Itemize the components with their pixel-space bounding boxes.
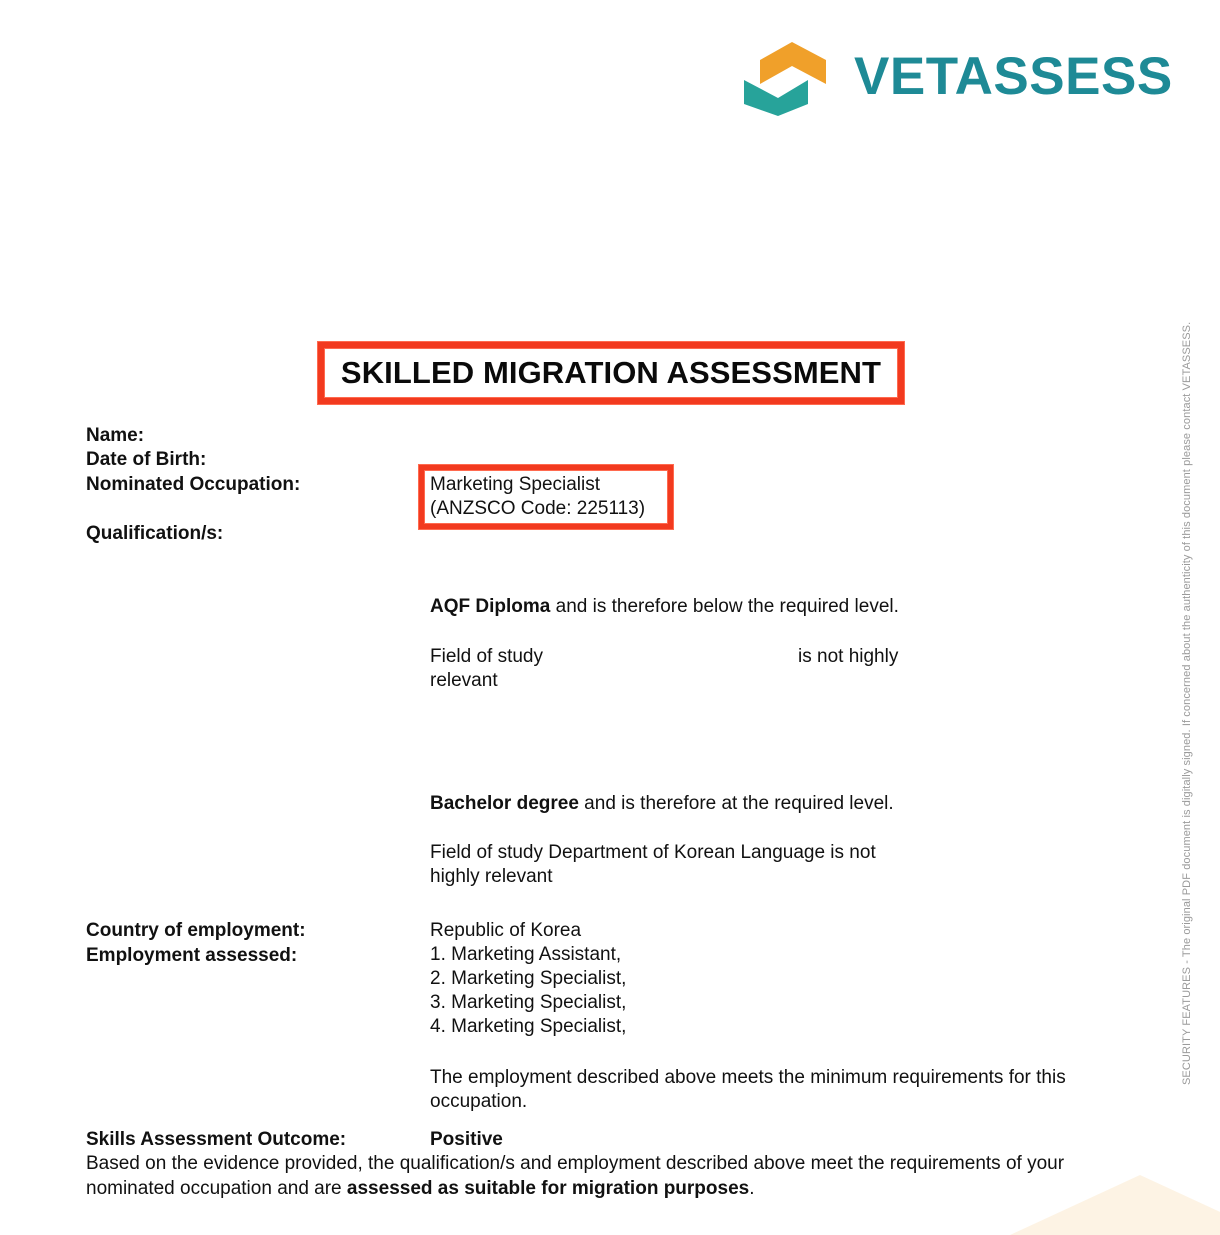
- qualification-1-field-prefix: Field of study: [430, 646, 543, 667]
- employment-summary: [430, 1066, 1110, 1114]
- qualification-2-level-status: and is therefore at the required level.: [578, 793, 894, 814]
- employment-details: [430, 919, 1110, 1039]
- employment-summary-line2: occupation.: [430, 1091, 528, 1112]
- employment-position-3: 3. Marketing Specialist,: [430, 992, 627, 1013]
- country-of-employment-label: Country of employment:: [86, 920, 306, 941]
- anzsco-code: (ANZSCO Code: 225113): [430, 498, 646, 519]
- occupation-title: Marketing Specialist: [430, 474, 601, 495]
- qualification-1-field-suffix: is not highly: [798, 646, 899, 667]
- qualification-2-field-line1: Field of study Department of Korean Language is not: [430, 842, 876, 863]
- outcome-statement-line1: Based on the evidence provided, the qualification/s and employment described above meet the requirements of your: [86, 1153, 1065, 1174]
- outcome-label: Skills Assessment Outcome:: [86, 1129, 347, 1150]
- outcome-statement: [86, 1152, 1126, 1201]
- qualification-2-field-line2: highly relevant: [430, 866, 553, 887]
- country-of-employment-value: Republic of Korea: [430, 920, 582, 941]
- outcome-statement-line2: [86, 1177, 1126, 1202]
- employment-position-2: 2. Marketing Specialist,: [430, 968, 627, 989]
- qualification-1-field-line2: relevant: [430, 670, 498, 691]
- document-title: SKILLED MIGRATION ASSESSMENT: [340, 355, 882, 390]
- qualification-2-level-name: Bachelor degree: [430, 793, 579, 814]
- qualification-1-level-status: and is therefore below the required level.: [550, 596, 899, 617]
- name-label: Name:: [86, 425, 145, 446]
- qualification-1-level-name: AQF Diploma: [430, 596, 551, 617]
- outcome-line2-prefix: nominated occupation and are: [86, 1177, 347, 1199]
- vetassess-chevron-logo-icon: [742, 38, 832, 118]
- employment-position-1: 1. Marketing Assistant,: [430, 944, 622, 965]
- employment-summary-line1: The employment described above meets the minimum requirements for this: [430, 1067, 1066, 1088]
- qualification-2-field: [430, 841, 1110, 889]
- occupation-label: Nominated Occupation:: [86, 474, 301, 495]
- outcome-line2-suffix: .: [749, 1177, 755, 1199]
- outcome-value: Positive: [430, 1129, 503, 1150]
- occupation-value: [430, 473, 645, 521]
- security-features-note: SECURITY FEATURES - The original PDF document is digitally signed. If concerned about the authenticity of this document please contact VETASSESS.: [1181, 321, 1193, 1085]
- vetassess-logo: [742, 38, 1202, 118]
- qualifications-label: Qualification/s:: [86, 523, 224, 544]
- employment-position-4: 4. Marketing Specialist,: [430, 1016, 627, 1037]
- document-title-stamp: [318, 342, 904, 404]
- qualification-1-field: [430, 645, 1110, 693]
- vetassess-wordmark: VETASSESS: [854, 47, 1173, 106]
- qualification-1-level: [430, 595, 1110, 619]
- employment-assessed-label: Employment assessed:: [86, 945, 298, 966]
- dob-label: Date of Birth:: [86, 449, 207, 470]
- outcome-line2-bold: assessed as suitable for migration purposes: [346, 1177, 750, 1199]
- qualification-2-level: [430, 792, 1110, 816]
